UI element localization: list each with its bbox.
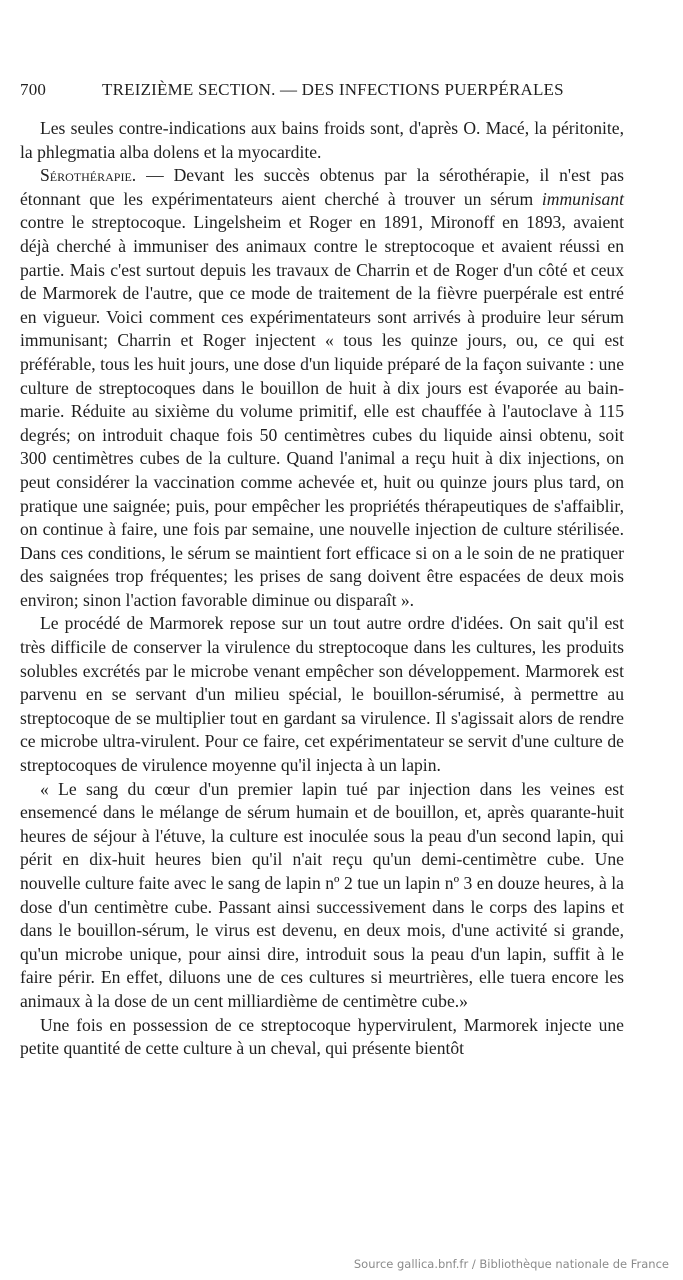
paragraph-2-part-b: contre le streptocoque. Lingelsheim et Roger en 1891, Mironoff en 1893, avaient déjà cherché à immuniser des animaux contre le streptocoque et avaient réussi en partie. Mais c'est surtout depuis les travaux de Charrin et de Roger d'un côté et ceux de Marmorek de l'autre, que ce mode de traitement de la fièvre puerpérale est entré en vigueur. Voici comment ces expérimentateurs sont arrivés à produire leur sérum immunisant; Charrin et Roger injectent « tous les quinze jours, ou, ce qui est préférable, tous les huit jours, une dose d'un liquide préparé de la façon suivante : une culture de streptocoques dans le bouillon de huit à dix jours est évaporée au bain-marie. Réduite au sixième du volume primitif, elle est chauffée à l'autoclave à 115 degrés; on introduit chaque fois 50 centimètres cubes du liquide ainsi obtenu, soit 300 centimètres cubes de la culture. Quand l'animal a reçu huit à dix injections, on peut considérer la vaccination comme achevée et, huit ou quinze jours plus tard, on pratique une saignée; puis, pour empêcher les propriétés thérapeutiques de s'affaiblir, on continue à faire, une fois par semaine, une nouvelle injection de culture stérilisée. Dans ces conditions, le sérum se maintient fort efficace si on a le soin de ne pratiquer des saignées trop fréquentes; les prises de sang doivent être espacées de deux mois environ; sinon l'action favorable diminue ou disparaît ». <box>20 212 624 610</box>
paragraph-4: « Le sang du cœur d'un premier lapin tué par injection dans les veines est ensemencé dans le mélange de sérum humain et de bouillon, et, après quarante-huit heures de séjour à l'étuve, la culture est inoculée sous la peau d'un second lapin, qui périt en dix-huit heures bien qu'il n'ait reçu qu'un demi-centimètre cube. Une nouvelle culture faite avec le sang de lapin nº 2 tue un lapin nº 3 en douze heures, à la dose d'un centimètre cube. Passant ainsi successivement dans le corps des lapins et dans le bouillon-sérum, le virus est devenu, en deux mois, d'une activité si grande, qu'un microbe unique, pour ainsi dire, introduit sous la peau d'un lapin, suffit à le faire périr. En effet, diluons une de ces cultures si meurtrières, elle tuera encore les animaux à la dose de un cent milliardième de centimètre cube.» <box>20 778 624 1011</box>
paragraph-1: Les seules contre-indications aux bains froids sont, d'après O. Macé, la péritonite, la phlegmatia alba dolens et la myocardite. <box>20 118 624 162</box>
running-head: TREIZIÈME SECTION. — DES INFECTIONS PUERPÉRALES <box>102 80 564 99</box>
body-text <box>20 117 624 1061</box>
source-attribution: Source gallica.bnf.fr / Bibliothèque nationale de France <box>353 1257 669 1271</box>
page-number: 700 <box>20 80 47 99</box>
section-lead-serotherapie: Sérothérapie. <box>40 165 137 186</box>
paragraph-2-part-a: — Devant les succès obtenus par la sérothérapie, il n'est pas étonnant que les expérimentateurs aient cherché à trouver un sérum <box>20 165 624 209</box>
paragraph-5: Une fois en possession de ce streptocoque hypervirulent, Marmorek injecte une petite quantité de cette culture à un cheval, qui présente bientôt <box>20 1014 624 1059</box>
paragraph-2 <box>20 164 624 612</box>
emphasis-immunisant: immunisant <box>541 188 624 209</box>
paragraph-3: Le procédé de Marmorek repose sur un tout autre ordre d'idées. On sait qu'il est très difficile de conserver la virulence du streptocoque dans les cultures, les produits solubles excrétés par le microbe venant empêcher son développement. Marmorek est parvenu en se servant d'un milieu spécial, le bouillon-sérumisé, à permettre au streptocoque de se multiplier tout en gardant sa virulence. Il s'agissait alors de rendre ce microbe ultra-virulent. Pour ce faire, cet expérimentateur se servit d'une culture de streptocoques de virulence moyenne qu'il injecta à un lapin. <box>20 613 624 776</box>
